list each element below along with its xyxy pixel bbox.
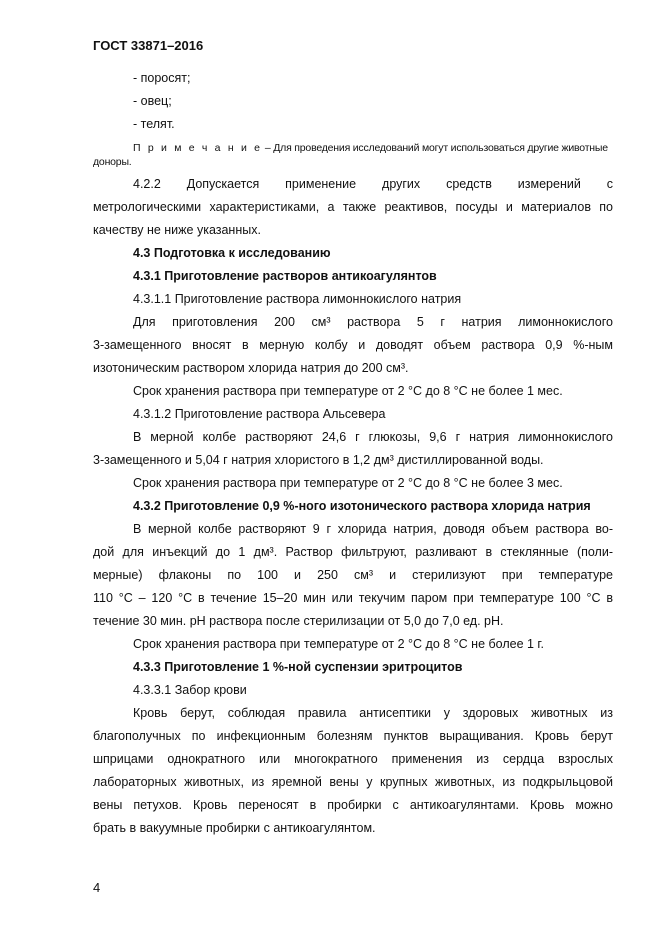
paragraph-line: шприцами однократного или многократного применения из сердца взрослых (93, 752, 613, 766)
paragraph-line: благополучных по инфекционным болезням пунктов выращивания. Кровь берут (93, 729, 613, 743)
section-heading: 4.3 Подготовка к исследованию (133, 246, 331, 260)
paragraph-line: В мерной колбе растворяют 24,6 г глюкозы, 9,6 г натрия лимоннокислого (133, 430, 613, 444)
paragraph-line: Кровь берут, соблюдая правила антисептики у здоровых животных из (133, 706, 613, 720)
paragraph-line: дой для инъекций до 1 дм³. Раствор фильтруют, разливают в стеклянные (поли- (93, 545, 613, 559)
paragraph-line: Для приготовления 200 см³ раствора 5 г натрия лимоннокислого (133, 315, 613, 329)
paragraph-line: Срок хранения раствора при температуре от 2 °С до 8 °С не более 1 г. (133, 637, 544, 651)
paragraph-line: брать в вакуумные пробирки с антикоагулянтом. (93, 821, 376, 835)
paragraph-line: 4.2.2 Допускается применение других средств измерений с (133, 177, 613, 191)
paragraph-line: Срок хранения раствора при температуре от 2 °С до 8 °С не более 3 мес. (133, 476, 563, 490)
paragraph-line: 3-замещенного и 5,04 г натрия хлористого в 1,2 дм³ дистиллированной воды. (93, 453, 544, 467)
page-number: 4 (93, 880, 101, 895)
paragraph-line: лабораторных животных, из яремной вены у крупных животных, из подкрыльцовой (93, 775, 613, 789)
list-item: - телят. (133, 117, 175, 131)
document-header: ГОСТ 33871–2016 (93, 38, 204, 53)
note-text: – Для проведения исследований могут использоваться другие животные (262, 142, 608, 154)
paragraph-line: В мерной колбе растворяют 9 г хлорида натрия, доводя объем раствора во- (133, 522, 613, 536)
paragraph-line: 3-замещенного вносят в мерную колбу и доводят объем раствора 0,9 %-ным (93, 338, 613, 352)
paragraph-line: Срок хранения раствора при температуре от 2 °С до 8 °С не более 1 мес. (133, 384, 563, 398)
subsection-heading: 4.3.1.1 Приготовление раствора лимоннокислого натрия (133, 292, 462, 306)
list-item: - поросят; (133, 71, 191, 85)
section-heading: 4.3.1 Приготовление растворов антикоагулянтов (133, 269, 437, 283)
list-item: - овец; (133, 94, 172, 108)
paragraph-line: метрологическими характеристиками, а также реактивов, посуды и материалов по (93, 200, 613, 214)
paragraph-line: мерные) флаконы по 100 и 250 см³ и стерилизуют при температуре (93, 568, 613, 582)
section-heading: 4.3.2 Приготовление 0,9 %-ного изотонического раствора хлорида натрия (133, 499, 591, 513)
paragraph-line: 110 °С – 120 °С в течение 15–20 мин или текучим паром при температуре 100 °С в (93, 591, 613, 605)
note-label: П р и м е ч а н и е (133, 142, 263, 154)
subsection-heading: 4.3.1.2 Приготовление раствора Альсевера (133, 407, 386, 421)
paragraph-line: качеству не ниже указанных. (93, 223, 261, 237)
paragraph-line: вены петухов. Кровь переносят в пробирки с антикоагулянтами. Кровь можно (93, 798, 613, 812)
paragraph-line: изотоническим раствором хлорида натрия до 200 см³. (93, 361, 409, 375)
paragraph-line: течение 30 мин. pH раствора после стерилизации от 5,0 до 7,0 ед. pH. (93, 614, 504, 628)
note-continuation: доноры. (93, 156, 132, 168)
subsection-heading: 4.3.3.1 Забор крови (133, 683, 247, 697)
section-heading: 4.3.3 Приготовление 1 %-ной суспензии эритроцитов (133, 660, 463, 674)
